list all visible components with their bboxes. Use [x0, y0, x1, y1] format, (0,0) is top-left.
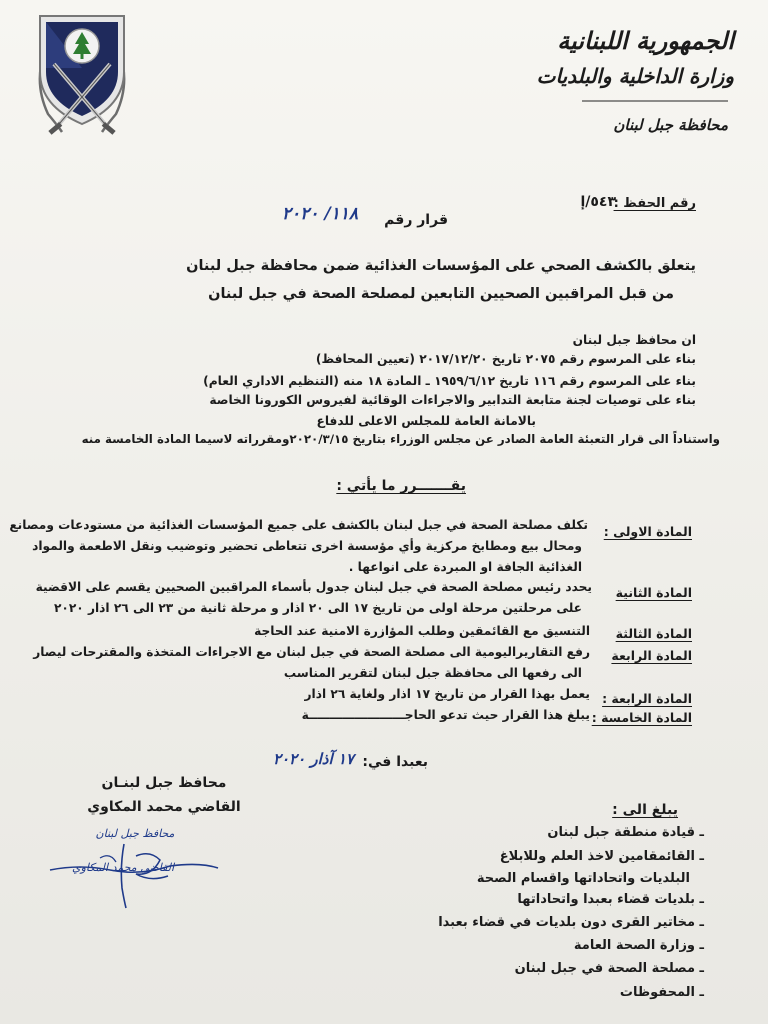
- article-text: تكلف مصلحة الصحة في جبل لبنان بالكشف على جميع المؤسسات الغذائية من مستودعات ومصانع: [9, 518, 588, 532]
- article-text: يبلغ هذا القرار حيث تدعو الحاجـــــــــــــــــــــــة: [301, 708, 590, 722]
- article-label: المادة الثالثة: [615, 626, 692, 641]
- article-label: المادة الرابعة: [611, 648, 692, 663]
- subject-line-1: يتعلق بالكشف الصحي على المؤسسات الغذائية ضمن محافظة جبل لبنان: [186, 258, 696, 274]
- stamp-title: محافظ جبل لبنان: [95, 827, 175, 840]
- recipient-item: ـ وزارة الصحة العامة: [573, 938, 704, 953]
- letterhead-divider: [580, 96, 730, 106]
- decision-label: قرار رقم: [384, 212, 448, 228]
- recipient-item: البلديات واتحاداتها واقسام الصحة: [476, 871, 690, 886]
- article-label: المادة الرابعة :: [602, 691, 692, 706]
- preamble-line: ان محافظ جبل لبنان: [572, 333, 696, 347]
- recipient-item: ـ قيادة منطقة جبل لبنان: [547, 825, 704, 840]
- article-text: يعمل بهذا القرار من تاريخ ١٧ اذار ولغاية ٢٦ اذار: [304, 687, 590, 701]
- article-label: المادة الثانية: [615, 585, 692, 600]
- article-label: المادة الخامسة :: [591, 710, 692, 725]
- file-number-value: ٥٤٣/إ: [580, 194, 616, 210]
- letterhead-ministry: وزارة الداخلية والبلديات: [536, 64, 734, 88]
- article-text: رفع التقاريراليومية الى مصلحة الصحة في جبل لبنان مع الاجراءات المتخذة والمقترحات ليصار: [33, 645, 590, 659]
- stamp-name: القاضي محمد المكاوي: [71, 861, 175, 874]
- article-text: يحدد رئيس مصلحة الصحة في جبل لبنان جدول بأسماء المراقبين الصحيين يقسم على الاقضية: [35, 580, 592, 594]
- recipient-item: ـ مصلحة الصحة في جبل لبنان: [514, 961, 704, 976]
- ministry-emblem-icon: [32, 14, 132, 140]
- article-text: الغذائية الجافة او المبردة على انواعها .: [348, 560, 582, 574]
- article-text: الى رفعها الى محافظة جبل لبنان لتقرير المناسب: [283, 666, 582, 680]
- preamble-line: بالامانة العامة للمجلس الاعلى للدفاع: [316, 414, 536, 428]
- decision-number: ١١٨/ ٢٠٢٠: [281, 204, 358, 224]
- preamble-line: بناء على توصيات لجنة متابعة التدابير والاجراءات الوقائية لفيروس الكورونا الخاصة: [209, 393, 696, 407]
- preamble-line: بناء على المرسوم رقم ٢٠٧٥ تاريخ ٢٠١٧/١٢/٢٠ (تعيين المحافظ): [315, 352, 696, 366]
- recipient-item: ـ القائمقامين لاخذ العلم وللابلاغ: [499, 849, 704, 864]
- preamble-line: واستناداً الى قرار التعبئة العامة الصادر عن مجلس الوزراء بتاريخ ٢٠٢٠/٣/١٥ومقرراته لاسيما المادة الخامسة منه: [81, 432, 720, 446]
- article-text: ومحال بيع ومطابخ مركزية وأي مؤسسة اخرى تتعاطى تحضير وتوضيب ونقل الاطعمة والمواد: [32, 539, 582, 553]
- decides-heading: يقـــــــرر ما يأتي :: [336, 478, 466, 494]
- article-text: على مرحلتين مرحلة اولى من تاريخ ١٧ الى ٢٠ اذار و مرحلة ثانية من ٢٣ الى ٢٦ اذار ٢٠٢٠: [53, 601, 582, 615]
- letterhead-governorate: محافظة جبل لبنان: [613, 116, 728, 134]
- article-label: المادة الاولى :: [603, 524, 692, 539]
- signatory-title: محافظ جبل لبنـان: [101, 775, 227, 791]
- subject-line-2: من قبل المراقبين الصحيين التابعين لمصلحة الصحة في جبل لبنان: [208, 286, 674, 302]
- preamble-line: بناء على المرسوم رقم ١١٦ تاريخ ١٩٥٩/٦/١٢ ـ المادة ١٨ منه (التنظيم الاداري العام): [203, 374, 696, 388]
- handwritten-signature: [40, 836, 230, 916]
- article-text: التنسيق مع القائمقين وطلب المؤازرة الامنية عند الحاجة: [254, 624, 590, 638]
- date-label: بعبدا في:: [362, 754, 428, 770]
- file-number-label: رقم الحفظ :: [613, 196, 696, 211]
- date-value: ١٧ آذار ٢٠٢٠: [272, 750, 354, 768]
- recipient-item: ـ المحفوظات: [619, 985, 704, 1000]
- letterhead-republic: الجمهورية اللبنانية: [557, 26, 734, 55]
- recipient-item: ـ مخاتير القرى دون بلديات في قضاء بعبدا: [438, 915, 704, 930]
- recipients-heading: يبلغ الى :: [612, 802, 678, 818]
- signatory-name: القاضي محمد المكاوي: [87, 799, 241, 815]
- recipient-item: ـ بلديات قضاء بعبدا واتحاداتها: [517, 892, 704, 907]
